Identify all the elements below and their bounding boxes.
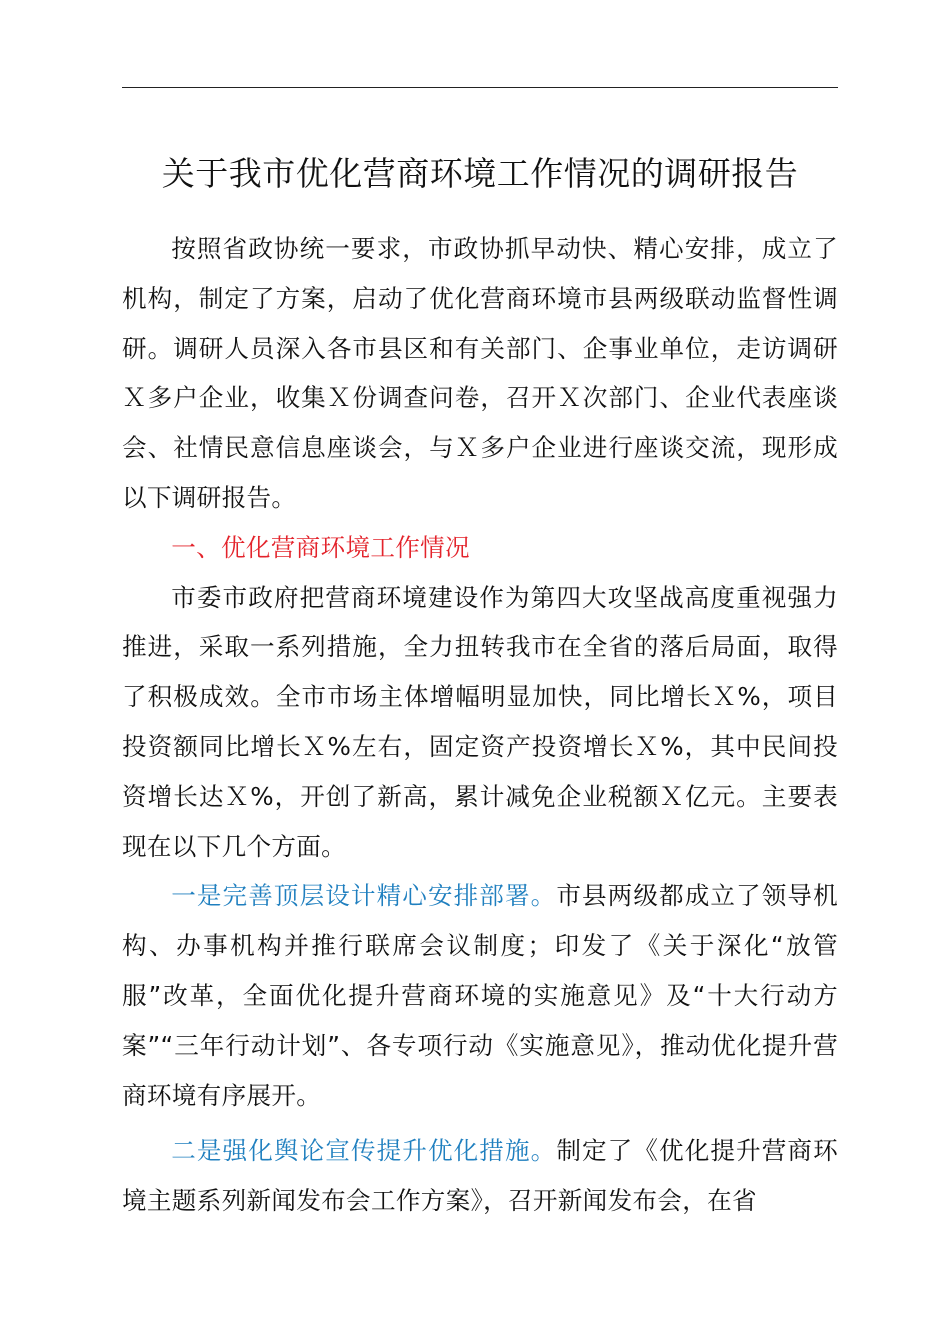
- document-title: 关于我市优化营商环境工作情况的调研报告: [161, 154, 799, 193]
- point-lead: 一是完善顶层设计精心安排部署。: [171, 881, 557, 911]
- point-text: 制定了《优化提升营商环境主题系列新闻发布会工作方案》，召开新闻发布会，在省: [122, 1136, 838, 1216]
- section-paragraph: 市委市政府把营商环境建设作为第四大攻坚战高度重视强力推进，采取一系列措施，全力扭转我市在全省的落后局面，取得了积极成效。全市市场主体增幅明显加快，同比增长Ｘ%，项目投资额同比增长Ｘ%左右，固定资产投资增长Ｘ%，其中民间投资增长达Ｘ%，开创了新高，累计减免企业税额Ｘ亿元。主要表现在以下几个方面。: [122, 582, 838, 861]
- section-heading: 一、优化营商环境工作情况: [171, 532, 470, 562]
- point-lead: 二是强化舆论宣传提升优化措施。: [171, 1136, 557, 1166]
- header-rule: [122, 87, 838, 88]
- point-paragraph: [122, 1126, 838, 1226]
- intro-paragraph: 按照省政协统一要求，市政协抓早动快、精心安排，成立了机构，制定了方案，启动了优化营商环境市县两级联动监督性调研。调研人员深入各市县区和有关部门、企事业单位，走访调研Ｘ多户企业，收集Ｘ份调查问卷，召开Ｘ次部门、企业代表座谈会、社情民意信息座谈会，与Ｘ多户企业进行座谈交流，现形成以下调研报告。: [122, 234, 838, 512]
- document-body: [122, 224, 838, 1226]
- point-text: 市县两级都成立了领导机构、办事机构并推行联席会议制度；印发了《关于深化“放管服”改革，全面优化提升营商环境的实施意见》及“十大行动方案”“三年行动计划”、各专项行动《实施意见》，推动优化提升营商环境有序展开。: [122, 881, 838, 1110]
- point-paragraph: [122, 871, 838, 1120]
